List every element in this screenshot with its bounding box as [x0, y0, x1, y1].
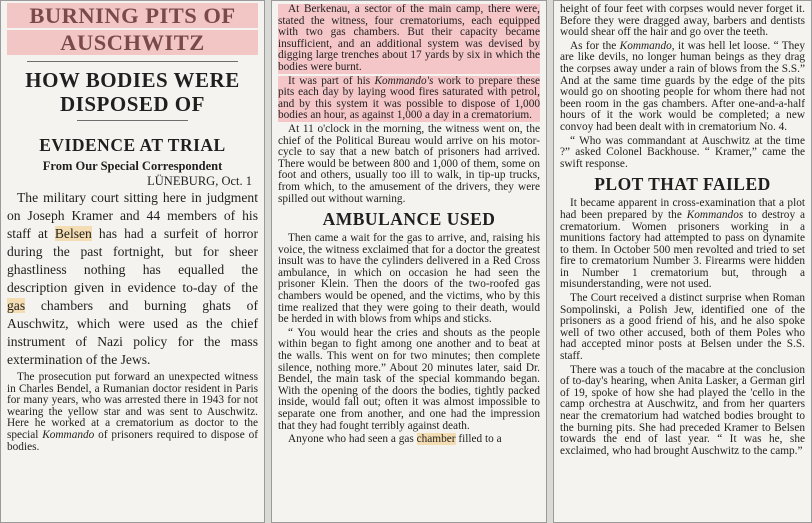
paragraph: There was a touch of the macabre at the conclusion of to-day's hearing, when Anita Lasker, a German girl of 19, spoke of how she had played the 'cello in the camp orchestra at Auschwitz, and from her quarters near the crematorium had watched bodies brought to the burning pits. She had preceded Kramer to Belsen towards the end of last year. “ It was he, she exclaimed, who had brought Auschwitz to the camp.”	[560, 363, 805, 457]
paragraph: Anyone who had seen a gas chamber filled to a	[288, 433, 502, 446]
lead-paragraph: The military court sitting here in judgment on Joseph Kramer and 44 members of his staff at Belsen has had a surfeit of horror during the past fortnight, but for sheer ghastliness nothing has equalled the description given in evidence to-day of the gas chambers and burning ghats of Auschwitz, which were used as the chief instrument of Nazi policy for the mass extermination of the Jews.	[7, 190, 258, 367]
headline-evidence-at-trial: EVIDENCE AT TRIAL	[39, 135, 226, 155]
headline-how-bodies: HOW BODIES WERE	[25, 68, 240, 92]
article-column-3	[553, 0, 812, 523]
paragraph: It became apparent in cross-examination that a plot had been prepared by the Kommandos to destroy a crematorium. Women prisoners working in a munitions factory had attempted to pass on dynamite to them. In October 500 men revolted and tried to set fire to crematorium Number 3. Firearms were hidden in Number 1 crematorium but, through a misunderstanding, were not used.	[560, 197, 806, 291]
article-column-2	[271, 0, 547, 523]
divider	[27, 61, 238, 62]
highlighted-paragraph: At Berkenau, a sector of the main camp, there were, stated the witness, four crematoriums, each equipped with two gas chambers. But their capacity became insufficient, and an additional system was devised by digging large trenches about 17 yards by six in which the bodies were burnt.	[278, 3, 540, 73]
headline-disposed-of: DISPOSED OF	[60, 92, 205, 116]
headline-auschwitz: AUSCHWITZ	[7, 30, 258, 55]
paragraph: height of four feet with corpses would never forget it. Before they were dragged away, barbers and dentists would shear off the hair and go over the teeth.	[560, 3, 805, 39]
paragraph: The prosecution put forward an unexpected witness in Charles Bendel, a Rumanian doctor resident in Paris for many years, who was arrested there in 1943 for not wearing the yellow star and was sent to Auschwitz. Here he worked at a crematorium as doctor to the special Kommando of prisoners required to dispose of bodies.	[7, 371, 258, 453]
paragraph: “ Who was commandant at Auschwitz at the time ?” asked Colonel Backhouse. “ Kramer,” came the swift response.	[560, 134, 805, 170]
headline-burning-pits: BURNING PITS OF	[7, 3, 258, 28]
paragraph: Then came a wait for the gas to arrive, and, raising his voice, the witness exclaimed that for a doctor the greatest insult was to have the cylinders delivered in a Red Cross ambulance, in which on occasion he had seen the prisoner Klein. Then the doors of the two-roofed gas chambers would be opened, and the victims, who by this time realized that they were going to their death, would be herded in with blows from whips and sticks.	[278, 232, 540, 326]
highlight-belsen: Belsen	[54, 226, 92, 241]
paragraph: As for the Kommando, it was hell let loose. “ They are like devils, no longer human beings as they drag the corpses away under a rain of blows from the S.S.” And at the same time guards by the edge of the pits would go on shooting people for whom there had not been room in the gas chambers. After one-and-a-half hours of it the work would be completed; a new convoy had been dealt with in crematorium No. 4.	[560, 39, 805, 133]
highlight-gas: gas	[7, 298, 26, 313]
paragraph: The Court received a distinct surprise when Roman Sompolinski, a Polish Jew, identified one of the prisoners as a good friend of his, and he also spoke well of two other accused, both of them Poles who had accepted minor posts at Belsen under the S.S. staff.	[560, 292, 805, 363]
byline: From Our Special Correspondent	[42, 159, 223, 173]
divider	[77, 120, 188, 121]
dateline: LÜNEBURG, Oct. 1	[147, 174, 252, 188]
subhead-plot-that-failed: PLOT THAT FAILED	[594, 174, 771, 195]
subhead-ambulance-used: AMBULANCE USED	[322, 209, 496, 230]
highlight-chamber: chamber	[416, 433, 456, 446]
highlighted-paragraph: It was part of his Kommando's work to prepare these pits each day by laying wood fires saturated with petrol, and by this system it was possible to dispose of 1,000 bodies an hour, as against 1,000 a day in a crematorium.	[278, 74, 540, 122]
article-column-1	[0, 0, 265, 523]
paragraph: At 11 o'clock in the morning, the witness went on, the chief of the Political Bureau would arrive on his motor-cycle to say that a new batch of prisoners had arrived. There would be between 800 and 1,000 of them, some on foot and others, usually too ill to walk, in tip-up trucks, from which, to the amusement of the drivers, they were spilled out without warning.	[278, 122, 540, 205]
paragraph: “ You would hear the cries and shouts as the people within began to fight among one another and to beat at the walls. This went on for two minutes; then complete silence, nothing more.” About 20 minutes later, said Dr. Bendel, the main task of the special kommando began. With the opening of the doors the bodies, tightly packed inside, would fall out; often it was almost impossible to separate one from another, and one had the impression that they had fought terribly against death.	[278, 326, 540, 432]
